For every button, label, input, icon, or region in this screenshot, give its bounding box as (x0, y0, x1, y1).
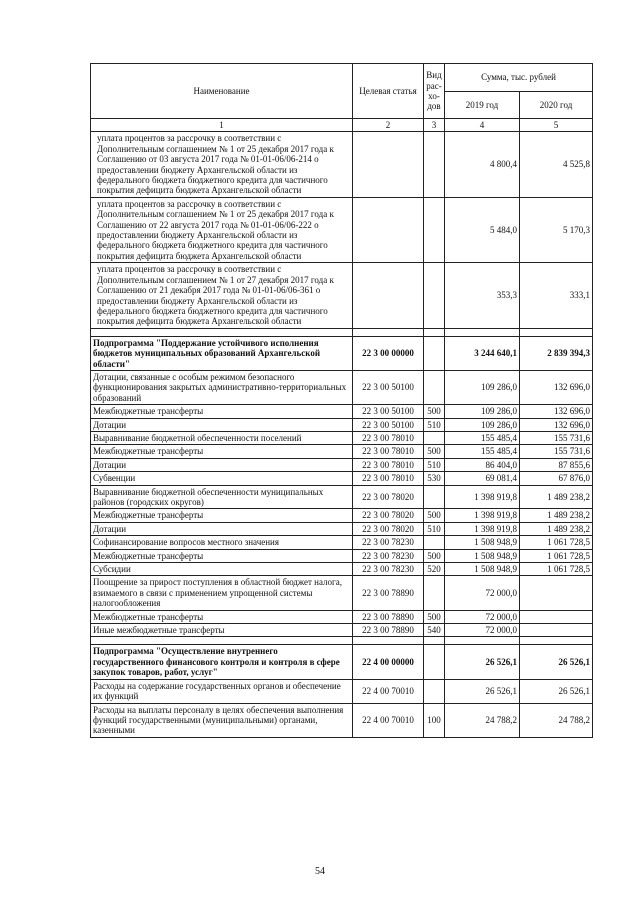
cell-target-article: 22 3 00 78230 (353, 549, 424, 562)
cell-sum-2020: 67 876,0 (520, 472, 593, 485)
table-row (91, 405, 593, 418)
table-row (91, 549, 593, 562)
column-number: 3 (424, 119, 445, 132)
cell-target-article: 22 3 00 78230 (353, 536, 424, 549)
cell-sum-2019: 155 485,4 (445, 445, 520, 458)
empty-cell (424, 637, 445, 645)
budget-table (90, 63, 593, 738)
empty-cell (520, 637, 593, 645)
cell-name: Софинансирование вопросов местного значения (91, 536, 353, 549)
cell-sum-2019: 4 800,4 (445, 132, 520, 197)
cell-target-article: 22 3 00 50100 (353, 405, 424, 418)
column-number: 1 (91, 119, 353, 132)
empty-cell (91, 328, 353, 336)
cell-target-article: 22 3 00 78230 (353, 563, 424, 576)
cell-name: Иные межбюджетные трансферты (91, 624, 353, 637)
cell-expense-type: 520 (424, 563, 445, 576)
table-row (91, 458, 593, 471)
cell-sum-2019: 1 508 948,9 (445, 563, 520, 576)
cell-name: Поощрение за прирост поступления в областной бюджет налога, взимаемого в связи с применением упрощенной системы налогообложения (91, 576, 353, 610)
header-code: Целевая статья (353, 64, 424, 119)
cell-sum-2019: 26 526,1 (445, 645, 520, 679)
cell-name: Дотации (91, 458, 353, 471)
cell-target-article: 22 3 00 50100 (353, 418, 424, 431)
cell-name: Субвенции (91, 472, 353, 485)
cell-target-article (353, 263, 424, 328)
cell-name: Субсидии (91, 563, 353, 576)
spacer-row (91, 328, 593, 336)
cell-sum-2019: 3 244 640,1 (445, 336, 520, 370)
cell-target-article (353, 132, 424, 197)
cell-target-article: 22 3 00 78020 (353, 485, 424, 509)
cell-expense-type (424, 197, 445, 262)
cell-name: Межбюджетные трансферты (91, 445, 353, 458)
cell-expense-type: 500 (424, 509, 445, 522)
cell-expense-type: 540 (424, 624, 445, 637)
cell-target-article: 22 3 00 78020 (353, 509, 424, 522)
cell-target-article: 22 3 00 78890 (353, 610, 424, 623)
cell-expense-type: 500 (424, 445, 445, 458)
cell-sum-2020: 1 489 238,2 (520, 522, 593, 535)
spacer-row (91, 637, 593, 645)
cell-sum-2019: 353,3 (445, 263, 520, 328)
cell-expense-type (424, 679, 445, 703)
cell-sum-2019: 1 508 948,9 (445, 549, 520, 562)
header-name: Наименование (91, 64, 353, 119)
cell-expense-type: 530 (424, 472, 445, 485)
empty-cell (445, 328, 520, 336)
cell-sum-2019: 72 000,0 (445, 610, 520, 623)
cell-target-article: 22 3 00 00000 (353, 336, 424, 370)
cell-sum-2019: 109 286,0 (445, 405, 520, 418)
header-year-2020: 2020 год (520, 91, 593, 119)
table-row (91, 472, 593, 485)
cell-sum-2020: 1 061 728,5 (520, 549, 593, 562)
cell-name: Выравнивание бюджетной обеспеченности поселений (91, 431, 353, 444)
cell-expense-type: 510 (424, 522, 445, 535)
table-row (91, 263, 593, 328)
cell-sum-2019: 1 398 919,8 (445, 485, 520, 509)
cell-expense-type (424, 132, 445, 197)
cell-expense-type: 510 (424, 418, 445, 431)
cell-target-article: 22 3 00 78010 (353, 458, 424, 471)
cell-name: Выравнивание бюджетной обеспеченности муниципальных районов (городских округов) (91, 485, 353, 509)
column-number: 5 (520, 119, 593, 132)
table-row (91, 522, 593, 535)
cell-sum-2019: 109 286,0 (445, 370, 520, 404)
cell-target-article: 22 3 00 78890 (353, 576, 424, 610)
cell-sum-2020: 155 731,6 (520, 431, 593, 444)
cell-sum-2020: 4 525,8 (520, 132, 593, 197)
cell-target-article: 22 3 00 50100 (353, 370, 424, 404)
cell-name: Межбюджетные трансферты (91, 405, 353, 418)
table-body (91, 132, 593, 737)
cell-expense-type: 510 (424, 458, 445, 471)
cell-sum-2019: 69 081,4 (445, 472, 520, 485)
empty-cell (445, 637, 520, 645)
cell-sum-2019: 72 000,0 (445, 576, 520, 610)
page-number: 54 (315, 866, 325, 877)
cell-expense-type (424, 536, 445, 549)
empty-cell (520, 328, 593, 336)
header-vid: Вид рас-хо-дов (424, 64, 445, 119)
cell-name: Межбюджетные трансферты (91, 549, 353, 562)
cell-target-article: 22 4 00 70010 (353, 703, 424, 737)
header-sum: Сумма, тыс. рублей (445, 64, 593, 92)
cell-expense-type (424, 431, 445, 444)
cell-sum-2020: 5 170,3 (520, 197, 593, 262)
cell-name: Подпрограмма "Осуществление внутреннего государственного финансового контроля и контроля в сфере закупок товаров, работ, услуг" (91, 645, 353, 679)
cell-sum-2019: 72 000,0 (445, 624, 520, 637)
cell-target-article: 22 3 00 78010 (353, 445, 424, 458)
cell-expense-type: 500 (424, 610, 445, 623)
cell-target-article (353, 197, 424, 262)
cell-expense-type: 100 (424, 703, 445, 737)
cell-target-article: 22 3 00 78010 (353, 472, 424, 485)
empty-cell (353, 328, 424, 336)
cell-name: Межбюджетные трансферты (91, 509, 353, 522)
cell-expense-type (424, 576, 445, 610)
empty-cell (353, 637, 424, 645)
cell-sum-2020: 1 489 238,2 (520, 509, 593, 522)
cell-sum-2020: 1 061 728,5 (520, 563, 593, 576)
cell-sum-2019: 1 508 948,9 (445, 536, 520, 549)
table-row (91, 576, 593, 610)
cell-name: уплата процентов за рассрочку в соответствии с Дополнительным соглашением № 1 от 25 декабря 2017 года к Соглашению от 22 августа 2017 года № 01-01-06/06-222 о предоставлении бюджету Архангельской области из федерального бюджета бюджетного кредита для частичного покрытия дефицита бюджета Архангельской области (91, 197, 353, 262)
cell-sum-2019: 24 788,2 (445, 703, 520, 737)
table-row (91, 485, 593, 509)
cell-sum-2019: 26 526,1 (445, 679, 520, 703)
cell-sum-2020: 1 489 238,2 (520, 485, 593, 509)
table-row (91, 418, 593, 431)
cell-expense-type (424, 645, 445, 679)
cell-sum-2020: 333,1 (520, 263, 593, 328)
cell-name: Межбюджетные трансферты (91, 610, 353, 623)
cell-sum-2020: 2 839 394,3 (520, 336, 593, 370)
cell-name: Дотации, связанные с особым режимом безопасного функционирования закрытых административно-территориальных образований (91, 370, 353, 404)
table-row (91, 509, 593, 522)
empty-cell (424, 328, 445, 336)
cell-expense-type: 500 (424, 549, 445, 562)
header-year-2019: 2019 год (445, 91, 520, 119)
cell-name: Расходы на выплаты персоналу в целях обеспечения выполнения функций государственными (муниципальными) органами, казенными (91, 703, 353, 737)
cell-expense-type: 500 (424, 405, 445, 418)
cell-sum-2020: 132 696,0 (520, 405, 593, 418)
table-row (91, 132, 593, 197)
cell-name: Дотации (91, 418, 353, 431)
cell-sum-2020: 132 696,0 (520, 370, 593, 404)
cell-sum-2019: 109 286,0 (445, 418, 520, 431)
cell-sum-2020 (520, 624, 593, 637)
cell-name: Расходы на содержание государственных органов и обеспечение их функций (91, 679, 353, 703)
cell-sum-2020: 155 731,6 (520, 445, 593, 458)
cell-name: Дотации (91, 522, 353, 535)
subprogram-row (91, 645, 593, 679)
cell-sum-2019: 1 398 919,8 (445, 522, 520, 535)
cell-sum-2020: 24 788,2 (520, 703, 593, 737)
empty-cell (91, 637, 353, 645)
column-number: 2 (353, 119, 424, 132)
cell-sum-2019: 1 398 919,8 (445, 509, 520, 522)
table-row (91, 624, 593, 637)
cell-name: Подпрограмма "Поддержание устойчивого исполнения бюджетов муниципальных образований Архангельской области" (91, 336, 353, 370)
cell-sum-2020: 132 696,0 (520, 418, 593, 431)
table-row (91, 445, 593, 458)
table-row (91, 370, 593, 404)
table-row (91, 703, 593, 737)
cell-target-article: 22 4 00 00000 (353, 645, 424, 679)
cell-target-article: 22 4 00 70010 (353, 679, 424, 703)
table-row (91, 610, 593, 623)
column-number: 4 (445, 119, 520, 132)
cell-expense-type (424, 336, 445, 370)
cell-sum-2020: 1 061 728,5 (520, 536, 593, 549)
cell-target-article: 22 3 00 78890 (353, 624, 424, 637)
cell-expense-type (424, 370, 445, 404)
table-row (91, 679, 593, 703)
cell-expense-type (424, 485, 445, 509)
cell-name: уплата процентов за рассрочку в соответствии с Дополнительным соглашением № 1 от 27 декабря 2017 года к Соглашению от 21 декабря 2017 года № 01-01-06/06-361 о предоставлении бюджету Архангельской области из федерального бюджета бюджетного кредита для частичного покрытия дефицита бюджета Архангельской области (91, 263, 353, 328)
cell-sum-2019: 155 485,4 (445, 431, 520, 444)
cell-sum-2019: 5 484,0 (445, 197, 520, 262)
cell-sum-2020: 26 526,1 (520, 679, 593, 703)
cell-sum-2020: 26 526,1 (520, 645, 593, 679)
subprogram-row (91, 336, 593, 370)
table-row (91, 431, 593, 444)
table-row (91, 536, 593, 549)
cell-sum-2020 (520, 610, 593, 623)
cell-sum-2019: 86 404,0 (445, 458, 520, 471)
cell-sum-2020 (520, 576, 593, 610)
cell-target-article: 22 3 00 78010 (353, 431, 424, 444)
cell-expense-type (424, 263, 445, 328)
cell-sum-2020: 87 855,6 (520, 458, 593, 471)
table-row (91, 197, 593, 262)
table-row (91, 563, 593, 576)
cell-name: уплата процентов за рассрочку в соответствии с Дополнительным соглашением № 1 от 25 декабря 2017 года к Соглашению от 03 августа 2017 года № 01-01-06/06-214 о предоставлении бюджету Архангельской области из федерального бюджета бюджетного кредита для частичного покрытия дефицита бюджета Архангельской области (91, 132, 353, 197)
cell-target-article: 22 3 00 78020 (353, 522, 424, 535)
